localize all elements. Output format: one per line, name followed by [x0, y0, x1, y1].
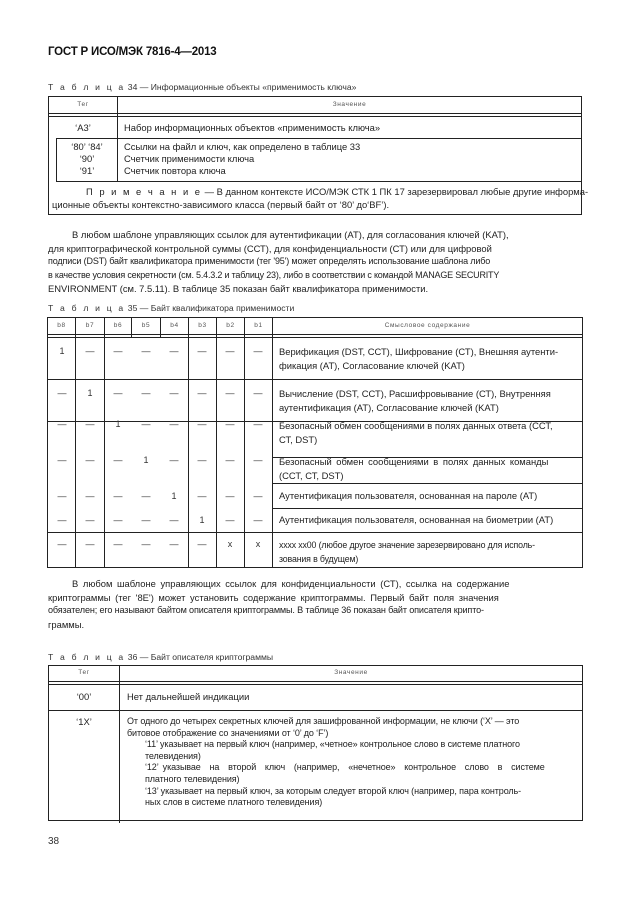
bit-cell: — — [169, 539, 179, 549]
table-cell-tag: ‘1X’ — [76, 716, 92, 727]
column-header-meaning: Смысловое содержание — [384, 322, 471, 329]
bit-cell: — — [197, 346, 207, 356]
meaning-cell — [279, 538, 535, 566]
table-note-line1 — [86, 186, 588, 197]
value-line: От одного до четырех секретных ключей для зашифрованной информации, не ключи (‘X’ — это — [127, 716, 520, 726]
bit-cell: x — [227, 539, 233, 549]
bit-cell: — — [225, 515, 235, 525]
meaning-cell — [279, 455, 548, 483]
bit-cell: — — [57, 539, 67, 549]
bit-cell: 1 — [59, 346, 65, 356]
table-caption-prefix: Т а б л и ц а — [48, 82, 126, 92]
meaning-line: (ССТ, СТ, DST) — [279, 470, 344, 481]
bit-cell: — — [85, 455, 95, 465]
table-cell-tag: ‘91’ — [79, 165, 95, 176]
value-line: ных слов в системе платного телевидения) — [145, 797, 323, 808]
meaning-line: зования в будущем) — [279, 554, 359, 564]
column-header-b2: b2 — [226, 322, 235, 329]
note-prefix: П р и м е ч а н и е — [86, 186, 203, 197]
meaning-line: фикация (AT), Согласование ключей (KAT) — [279, 360, 465, 371]
bit-cell: — — [253, 346, 263, 356]
meaning-line: аутентификация (AT), Согласование ключей (KAT) — [279, 402, 499, 413]
bit-cell: — — [85, 491, 95, 501]
page-number: 38 — [48, 836, 60, 847]
bit-cell: — — [57, 388, 67, 398]
table-caption-prefix: Т а б л и ц а — [48, 303, 126, 313]
bit-cell: — — [253, 388, 263, 398]
bit-cell: — — [85, 419, 95, 429]
value-line: битовое отображение со значениями от ‘0’ до ‘F’) — [127, 727, 329, 738]
table-cell-value — [127, 716, 579, 809]
bit-cell: — — [253, 491, 263, 501]
bit-cell: — — [197, 539, 207, 549]
table-cell-value: Ссылки на файл и ключ, как определено в таблице 33 — [124, 141, 361, 152]
paragraph-line: ENVIRONMENT (см. 7.5.11). В таблице 35 показан байт квалификатора применимости. — [48, 283, 429, 295]
value-line: телевидения) — [145, 750, 201, 761]
meaning-line: Безопасный обмен сообщениями в полях данных ответа (ССТ, — [279, 420, 553, 431]
column-header-b8: b8 — [57, 322, 66, 329]
bit-cell: — — [141, 515, 151, 525]
bit-cell: — — [113, 455, 123, 465]
bit-cell: — — [197, 388, 207, 398]
column-header-value: Значение — [334, 669, 368, 676]
table-cell-value: Счетчик применимости ключа — [124, 153, 255, 164]
bit-cell: — — [141, 491, 151, 501]
bit-cell: — — [85, 539, 95, 549]
meaning-line: Верификация (DST, ССТ), Шифрование (СТ), Внешняя аутенти- — [279, 346, 559, 357]
paragraph-line: криптограммы (тег '8E') может установить содержание криптограммы. Первый байт поля значения — [48, 591, 499, 603]
bit-cell: — — [113, 515, 123, 525]
bit-cell: 1 — [143, 455, 149, 465]
bit-cell: — — [225, 419, 235, 429]
column-header-b1: b1 — [254, 322, 263, 329]
table-cell-tag: ‘90’ — [79, 153, 95, 164]
bit-cell: — — [141, 388, 151, 398]
column-header-tag: Тег — [77, 101, 89, 108]
bit-cell: — — [225, 491, 235, 501]
table-caption-text: 34 — Информационные объекты «применимость ключа» — [127, 82, 357, 92]
meaning-cell — [279, 419, 553, 447]
bit-cell: — — [253, 515, 263, 525]
bit-cell: — — [141, 539, 151, 549]
column-header-b7: b7 — [85, 322, 95, 329]
table36-caption — [48, 652, 273, 662]
meaning-line: Безопасный обмен сообщениями в полях данных команды — [279, 456, 549, 467]
bit-cell: — — [197, 455, 207, 465]
meaning-line: СТ, DST) — [279, 434, 318, 445]
bit-cell: — — [169, 419, 179, 429]
bit-cell: — — [225, 455, 235, 465]
paragraph-line: В любом шаблоне управляющих ссылок для конфиденциальности (СТ), ссылка на содержание — [72, 578, 510, 589]
table-cell-tag: ‘80’ ‘84’ — [71, 141, 103, 152]
column-header-b6: b6 — [113, 322, 123, 329]
bit-cell: 1 — [171, 491, 177, 501]
bit-cell: — — [169, 515, 179, 525]
value-line: ‘11’ указывает на первый ключ (например, «четное» контрольное слово в системе платного — [145, 739, 520, 750]
column-header-tag: Тег — [78, 669, 90, 676]
table-note-line2: ционные объекты контекстно-зависимого класса (первый байт от ‘80’ до‘BF’). — [52, 199, 390, 210]
column-header-b5: b5 — [141, 322, 151, 329]
paragraph-line: В любом шаблоне управляющих ссылок для аутентификации (AT), для согласования ключей (KAT), — [72, 229, 509, 240]
table35-caption — [48, 303, 294, 313]
bit-cell: — — [57, 491, 67, 501]
paragraph-line: в качестве условия секретности (см. 5.4.3.2 и таблицу 23), либо в соответствии с командой MANAGE SECURITY — [48, 269, 500, 280]
bit-cell: — — [141, 346, 151, 356]
value-line: ‘13’ указывает на первый ключ, за которым следует второй ключ (например, пара контроль- — [145, 785, 522, 796]
bit-cell: 1 — [199, 515, 205, 525]
column-header-b4: b4 — [170, 322, 179, 329]
bit-cell: — — [57, 419, 67, 429]
bit-cell: — — [113, 491, 123, 501]
value-line: ‘12’ указывае на второй ключ (например, «нечетное» контрольное слово в системе — [145, 762, 545, 773]
body-paragraph-2 — [48, 577, 582, 631]
bit-cell: — — [225, 388, 235, 398]
bit-cell: — — [113, 388, 123, 398]
meaning-cell — [279, 387, 551, 415]
bit-cell: — — [141, 419, 151, 429]
body-paragraph-1 — [48, 228, 582, 296]
column-header-value: Значение — [332, 101, 367, 108]
value-line: платного телевидения) — [145, 773, 240, 784]
table-cell-value: Набор информационных объектов «применимость ключа» — [124, 122, 381, 133]
bit-cell: — — [57, 455, 67, 465]
column-header-b3: b3 — [198, 322, 207, 329]
meaning-line: Вычисление (DST, ССТ), Расшифровывание (СТ), Внутренняя — [279, 388, 551, 399]
table-caption-text: 35 — Байт квалификатора применимости — [127, 303, 295, 313]
bit-cell: — — [253, 455, 263, 465]
meaning-cell — [279, 514, 553, 525]
table-caption-text: 36 — Байт описателя криптограммы — [127, 652, 274, 662]
table-cell-value: Нет дальнейшей индикации — [127, 691, 250, 702]
bit-cell: — — [169, 455, 179, 465]
bit-cell: — — [169, 388, 179, 398]
meaning-line: Аутентификация пользователя, основанная на биометрии (AT) — [279, 514, 554, 525]
bit-cell: — — [85, 346, 95, 356]
table-caption-prefix: Т а б л и ц а — [48, 652, 126, 662]
table-cell-value: Счетчик повтора ключа — [124, 165, 226, 176]
meaning-cell — [279, 490, 537, 501]
bit-cell: — — [197, 419, 207, 429]
table-cell-tag: ‘A3’ — [75, 122, 91, 133]
bit-cell: — — [57, 515, 67, 525]
table34-caption — [48, 82, 356, 92]
paragraph-line: граммы. — [48, 618, 85, 630]
bit-cell: x — [255, 539, 261, 549]
note-text: — В данном контексте ИСО/МЭК СТК 1 ПК 17 зарезервировал любые другие информа- — [202, 186, 589, 197]
paragraph-line: для криптографической контрольной суммы (ССТ), для конфиденциальности (СТ) или для цифровой — [48, 242, 492, 254]
bit-cell: — — [113, 346, 123, 356]
bit-cell: — — [197, 491, 207, 501]
bit-cell: 1 — [115, 419, 121, 429]
bit-cell: — — [253, 419, 263, 429]
bit-cell: 1 — [87, 388, 93, 398]
meaning-line: xxxx xx00 (любое другое значение зарезервировано для исполь- — [279, 540, 535, 550]
meaning-line: Аутентификация пользователя, основанная на пароле (AT) — [279, 490, 538, 501]
bit-cell: — — [225, 346, 235, 356]
bit-cell: — — [113, 539, 123, 549]
meaning-cell — [279, 345, 558, 373]
bit-cell: — — [169, 346, 179, 356]
document-header: ГОСТ Р ИСО/МЭК 7816-4—2013 — [48, 46, 217, 58]
paragraph-line: подписи (DST) байт квалификатора применимости (тег '95') может определять использование шаблона либо — [48, 256, 491, 267]
paragraph-line: обязателен; его называют байтом описателя криптограммы. В таблице 36 показан байт описателя крипто- — [48, 605, 484, 616]
table-cell-tag: ‘00’ — [76, 691, 92, 702]
bit-cell: — — [85, 515, 95, 525]
